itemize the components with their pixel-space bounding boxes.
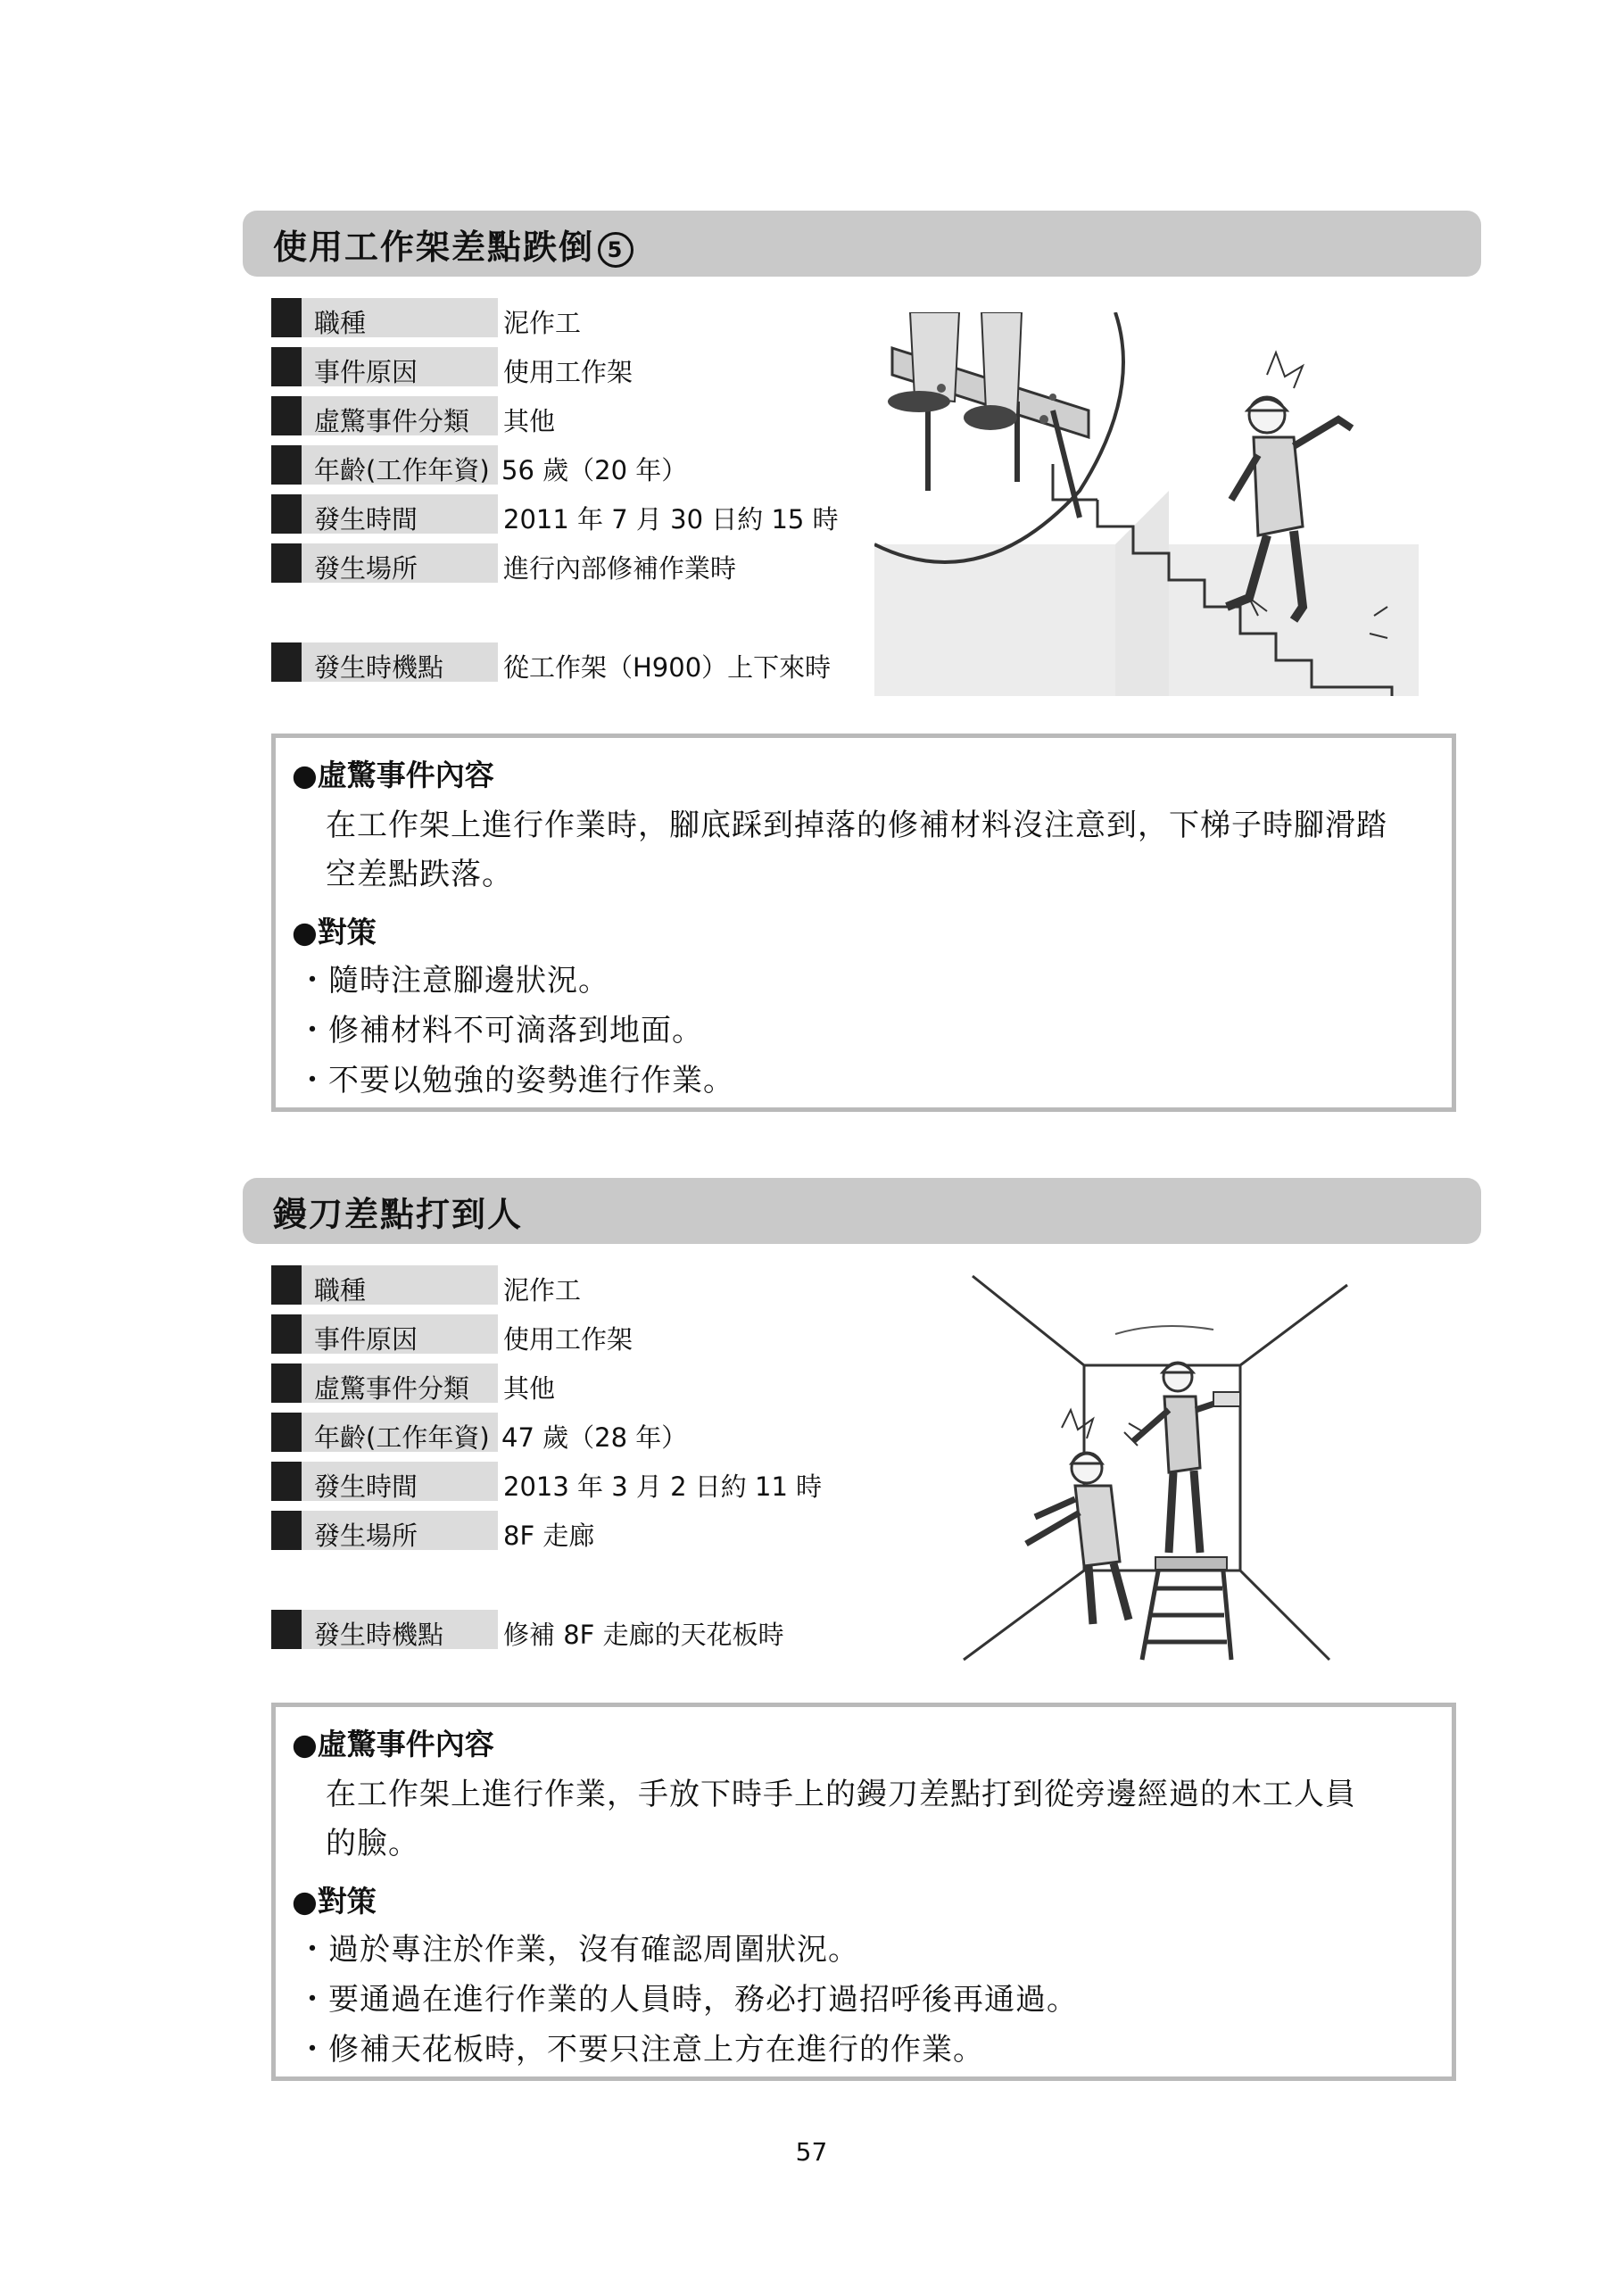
info-value: 其他 <box>503 1373 556 1404</box>
info-row <box>271 543 860 583</box>
info-value: 泥作工 <box>503 1275 582 1305</box>
info-row <box>271 1511 860 1550</box>
info-row <box>271 1265 860 1305</box>
section-1-title: 使用工作架差點跌倒 5 <box>273 220 633 269</box>
corridor-trowel-illustration <box>955 1267 1356 1669</box>
incident-heading: ●虛驚事件內容 <box>292 1727 494 1761</box>
info-value: 56 歲（20 年） <box>501 455 688 485</box>
info-row <box>271 642 860 682</box>
section-2-incident-box <box>271 1703 1456 2081</box>
incident-text-line: 的臉。 <box>326 1826 419 1861</box>
info-value: 進行內部修補作業時 <box>503 553 737 584</box>
info-row <box>271 1413 860 1452</box>
info-row <box>271 1364 860 1403</box>
info-row <box>271 1314 860 1354</box>
info-row <box>271 396 860 435</box>
info-row <box>271 494 860 534</box>
info-key: 職種 <box>271 1265 498 1305</box>
measure-item: ・修補材料不可滴落到地面。 <box>297 1013 703 1049</box>
info-key: 發生時間 <box>271 494 498 534</box>
incident-text-line: 在工作架上進行作業時，腳底踩到掉落的修補材料沒注意到，下梯子時腳滑踏 <box>326 808 1387 843</box>
info-value: 使用工作架 <box>503 1324 633 1355</box>
info-value: 2011 年 7 月 30 日約 15 時 <box>503 504 839 535</box>
info-row <box>271 1462 860 1501</box>
info-key: 虛驚事件分類 <box>271 1364 498 1403</box>
incident-text-line: 在工作架上進行作業，手放下時手上的鏝刀差點打到從旁邊經過的木工人員 <box>326 1777 1356 1812</box>
section-2-title-bar <box>243 1178 1481 1244</box>
section-1-incident-box <box>271 734 1456 1112</box>
info-key: 職種 <box>271 298 498 337</box>
info-key: 年齡(工作年資) <box>271 1413 498 1452</box>
info-value: 其他 <box>503 406 556 436</box>
info-row <box>271 298 860 337</box>
info-key: 事件原因 <box>271 347 498 386</box>
info-value: 泥作工 <box>503 308 582 338</box>
incident-text-line: 空差點跌落。 <box>326 857 513 892</box>
info-row <box>271 1610 860 1649</box>
measure-item: ・不要以勉強的姿勢進行作業。 <box>297 1063 734 1098</box>
info-value: 從工作架（H900）上下來時 <box>503 652 832 683</box>
section-2-title: 鏝刀差點打到人 <box>273 1195 524 1234</box>
info-value: 47 歲（28 年） <box>501 1422 688 1453</box>
info-key: 發生時機點 <box>271 642 498 682</box>
incident-heading: ●虛驚事件內容 <box>292 758 494 792</box>
section-1-title-bar <box>243 211 1481 277</box>
info-key: 年齡(工作年資) <box>271 445 498 485</box>
info-key: 發生時機點 <box>271 1610 498 1649</box>
measures-heading: ●對策 <box>292 915 377 949</box>
stairs-fall-illustration <box>874 312 1419 696</box>
circled-number: 5 <box>598 232 633 268</box>
info-value: 8F 走廊 <box>503 1521 595 1551</box>
info-value: 修補 8F 走廊的天花板時 <box>503 1620 784 1650</box>
info-key: 發生時間 <box>271 1462 498 1501</box>
info-key: 發生場所 <box>271 543 498 583</box>
info-key: 虛驚事件分類 <box>271 396 498 435</box>
measure-item: ・過於專注於作業，沒有確認周圍狀況。 <box>297 1932 859 1968</box>
measures-heading: ●對策 <box>292 1884 377 1919</box>
info-key: 事件原因 <box>271 1314 498 1354</box>
measure-item: ・修補天花板時，不要只注意上方在進行的作業。 <box>297 2032 984 2068</box>
info-row <box>271 445 860 485</box>
info-key: 發生場所 <box>271 1511 498 1550</box>
info-value: 使用工作架 <box>503 357 633 387</box>
measure-item: ・要通過在進行作業的人員時，務必打過招呼後再通過。 <box>297 1982 1078 2018</box>
info-row <box>271 347 860 386</box>
measure-item: ・隨時注意腳邊狀況。 <box>297 963 609 999</box>
info-value: 2013 年 3 月 2 日約 11 時 <box>503 1471 823 1502</box>
page-number: 57 <box>795 2137 828 2167</box>
